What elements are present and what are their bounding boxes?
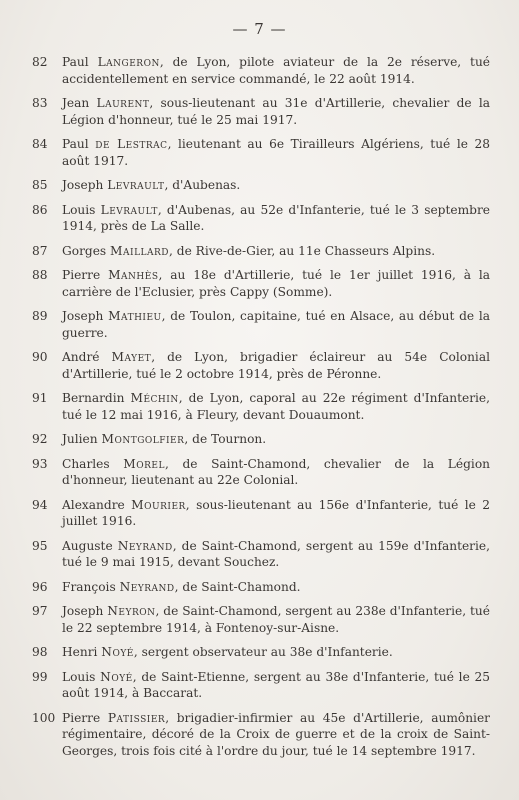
entry-first-name: Charles <box>62 456 110 471</box>
entry-text: , de Lyon, brigadier éclaireur au 54e Colonial d'Artillerie, tué le 2 octobre 1914, près de Péronne. <box>62 350 490 381</box>
entry-text: , de Tournon. <box>184 432 267 446</box>
entry-number: 92 <box>32 432 48 446</box>
entry-surname: Neyrand <box>117 538 173 553</box>
entry-number: 99 <box>32 669 48 684</box>
entry-first-name: Alexandre <box>62 497 125 512</box>
list-entry <box>32 54 490 87</box>
entry-text: , de Saint-Chamond, sergent au 238e d'Infanterie, tué le 22 septembre 1914, à Fontenoy-sur-Aisne. <box>62 604 490 635</box>
entry-text: , brigadier-infirmier au 45e d'Artillerie, aumônier régimentaire, décoré de la Croix de guerre et de la croix de Saint-Georges, trois fois cité à l'ordre du jour, tué le 14 septembre 1917. <box>62 710 490 758</box>
entry-surname: Mourier <box>131 497 186 512</box>
entry-first-name: Pierre <box>62 268 101 282</box>
list-entry <box>32 308 490 341</box>
entry-number: 82 <box>32 55 48 69</box>
list-entry <box>32 95 490 128</box>
entry-surname: Neyron <box>107 604 156 618</box>
list-entry <box>32 497 490 530</box>
entry-text: , de Lyon, caporal au 22e régiment d'Infanterie, tué le 12 mai 1916, à Fleury, devant Douaumont. <box>62 391 491 422</box>
entry-first-name: Henri <box>62 645 98 659</box>
entry-text: , de Lyon, pilote aviateur de la 2e réserve, tué accidentellement en service commandé, le 22 août 1914. <box>62 55 491 86</box>
list-entry <box>32 579 490 596</box>
entry-text: , sous-lieutenant au 156e d'Infanterie, tué le 2 juillet 1916. <box>62 497 490 528</box>
entry-surname: Levrault <box>100 202 158 217</box>
entry-text: , sous-lieutenant au 31e d'Artillerie, chevalier de la Légion d'honneur, tué le 25 mai 1917. <box>62 96 491 127</box>
entry-text: , de Saint-Chamond, chevalier de la Légion d'honneur, lieutenant au 22e Colonial. <box>62 456 490 487</box>
entry-surname: Maillard <box>110 243 170 258</box>
list-entry <box>32 456 490 489</box>
entry-first-name: Joseph <box>62 604 104 618</box>
list-entry <box>32 669 490 702</box>
entry-number: 93 <box>32 456 48 471</box>
list-entry <box>32 710 490 760</box>
entry-surname: Laurent <box>96 96 150 110</box>
entry-text: , de Saint-Etienne, sergent au 38e d'Infanterie, tué le 25 août 1914, à Baccarat. <box>62 669 491 700</box>
entry-number: 84 <box>32 137 48 151</box>
entry-surname: Neyrand <box>119 579 175 594</box>
entry-first-name: Joseph <box>62 178 104 192</box>
entry-text: , d'Aubenas, au 52e d'Infanterie, tué le 3 septembre 1914, près de La Salle. <box>62 202 490 233</box>
entry-surname: Noyé <box>101 645 134 659</box>
entry-text: , de Toulon, capitaine, tué en Alsace, au début de la guerre. <box>62 309 490 340</box>
entry-text: , de Rive-de-Gier, au 11e Chasseurs Alpins. <box>169 243 436 258</box>
list-entry <box>32 431 490 448</box>
entry-first-name: Louis <box>62 669 96 684</box>
entry-first-name: Pierre <box>62 710 101 725</box>
entry-first-name: Paul <box>62 137 89 151</box>
entry-first-name: Bernardin <box>62 391 125 405</box>
list-entry <box>32 644 490 661</box>
entry-first-name: Joseph <box>62 309 104 323</box>
entry-text: , de Saint-Chamond, sergent au 159e d'Infanterie, tué le 9 mai 1915, devant Souchez. <box>62 538 490 569</box>
entry-number: 88 <box>32 268 48 282</box>
entry-first-name: Julien <box>62 432 98 446</box>
list-entry <box>32 243 490 260</box>
entry-text: , sergent observateur au 38e d'Infanterie. <box>133 645 393 659</box>
entry-surname: de Lestrac <box>95 137 168 151</box>
entry-first-name: Auguste <box>62 538 113 553</box>
entry-number: 91 <box>32 391 48 405</box>
entry-surname: Montgolfier <box>101 432 185 446</box>
entry-number: 97 <box>32 604 48 618</box>
entry-surname: Noyé <box>100 669 133 684</box>
list-entry <box>32 538 490 571</box>
entry-surname: Patissier <box>107 710 166 725</box>
entry-text: , d'Aubenas. <box>164 178 241 192</box>
entry-surname: Manhès <box>108 268 159 282</box>
entry-surname: Levrault <box>107 178 165 192</box>
entry-first-name: Louis <box>62 202 96 217</box>
entry-number: 89 <box>32 309 48 323</box>
entry-surname: Mayet <box>111 350 152 364</box>
entry-text: , de Saint-Chamond. <box>174 579 301 594</box>
list-entry <box>32 603 490 636</box>
entry-number: 94 <box>32 497 48 512</box>
entry-surname: Mathieu <box>108 309 162 323</box>
list-entry <box>32 267 490 300</box>
entry-first-name: Jean <box>62 96 90 110</box>
casualty-list <box>32 54 490 767</box>
entry-surname: Langeron <box>97 55 160 69</box>
entry-first-name: Gorges <box>62 243 107 258</box>
entry-number: 83 <box>32 96 48 110</box>
entry-surname: Morel <box>123 456 165 471</box>
entry-first-name: François <box>62 579 116 594</box>
list-entry <box>32 136 490 169</box>
entry-number: 95 <box>32 538 48 553</box>
entry-number: 90 <box>32 350 48 364</box>
entry-number: 85 <box>32 178 48 192</box>
list-entry <box>32 390 490 423</box>
entry-first-name: Paul <box>62 55 89 69</box>
entry-first-name: André <box>62 350 100 364</box>
list-entry <box>32 177 490 194</box>
entry-number: 100 <box>32 710 56 725</box>
entry-text: , lieutenant au 6e Tirailleurs Algériens, tué le 28 août 1917. <box>62 137 490 168</box>
entry-number: 86 <box>32 202 48 217</box>
entry-text: , au 18e d'Artillerie, tué le 1er juillet 1916, à la carrière de l'Eclusier, près Cappy (Somme). <box>62 268 491 299</box>
entry-number: 96 <box>32 579 48 594</box>
entry-number: 98 <box>32 645 48 659</box>
entry-number: 87 <box>32 243 48 258</box>
list-entry <box>32 202 490 235</box>
entry-surname: Méchin <box>130 391 179 405</box>
page-number: — 7 — <box>232 20 287 38</box>
list-entry <box>32 349 490 382</box>
